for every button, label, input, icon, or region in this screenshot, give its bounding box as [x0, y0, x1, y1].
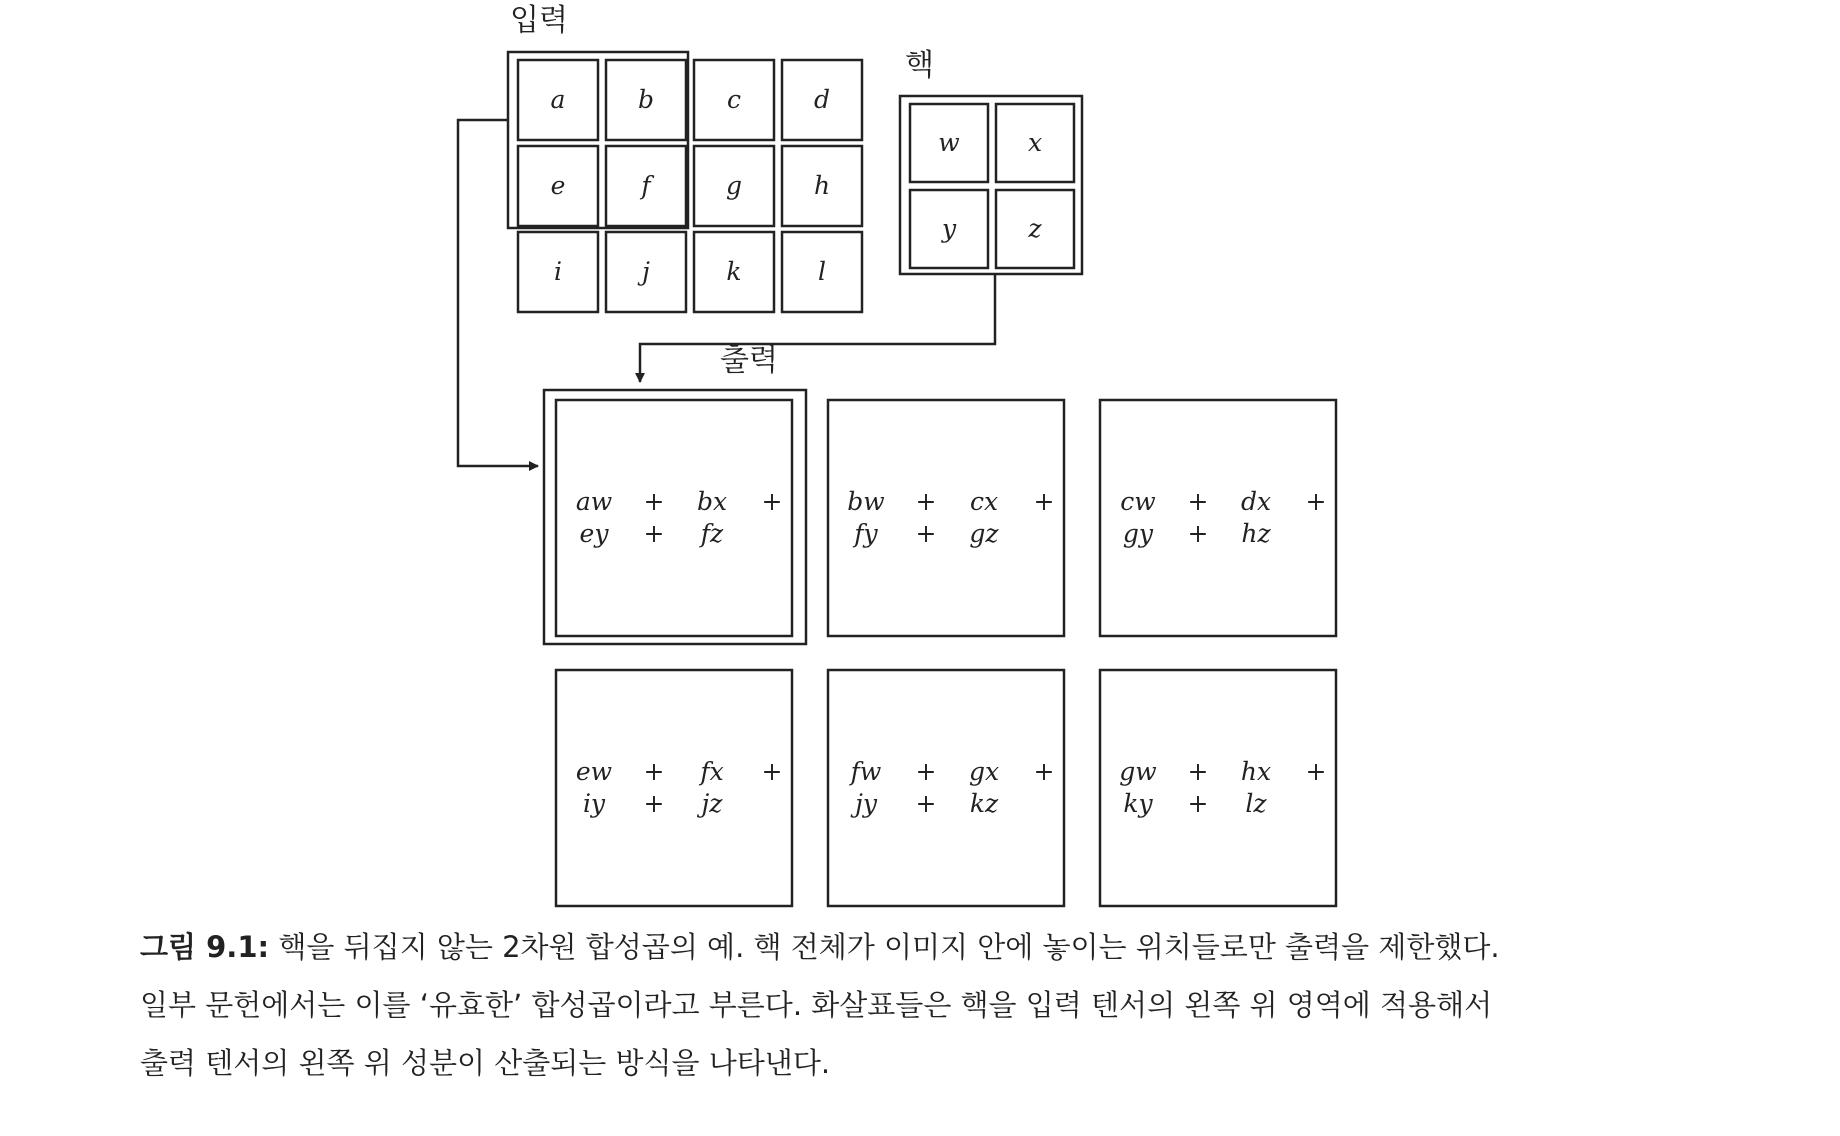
output-term: cx — [969, 487, 999, 516]
output-term: dx — [1240, 487, 1272, 516]
input-cell-label: k — [726, 257, 742, 286]
input-cell-label: i — [554, 257, 562, 286]
output-cell — [828, 670, 1064, 906]
output-term: ky — [1123, 789, 1153, 818]
output-term: cw — [1120, 487, 1156, 516]
kernel-outline — [900, 96, 1082, 274]
input-label: 입력 — [510, 3, 568, 38]
input-to-output-arrow — [458, 120, 538, 466]
output-plus-sign: + — [643, 487, 665, 516]
caption-line-2: 일부 문헌에서는 이를 ‘유효한’ 합성곱이라고 부른다. 화살표들은 핵을 입력 텐서의 왼쪽 위 영역에 적용해서 — [140, 988, 1493, 1022]
output-term: jz — [701, 789, 723, 818]
output-term: kz — [969, 789, 999, 818]
kernel-cell-label: x — [1027, 128, 1043, 157]
output-term: bx — [696, 487, 728, 516]
output-plus-sign: + — [1187, 789, 1209, 818]
output-term: gx — [968, 757, 1000, 786]
output-term: lz — [1245, 789, 1267, 818]
output-cell — [1100, 670, 1336, 906]
output-plus-sign: + — [915, 487, 937, 516]
kernel-cell-label: z — [1028, 214, 1042, 243]
output-term: ew — [575, 757, 613, 786]
output-term: iy — [582, 789, 606, 818]
output-term: ey — [579, 519, 609, 548]
output-term: hz — [1241, 519, 1271, 548]
input-grid — [518, 60, 862, 312]
output-term: hx — [1240, 757, 1272, 786]
output-plus-sign: + — [1187, 519, 1209, 548]
output-plus-sign: + — [643, 757, 665, 786]
output-term: aw — [575, 487, 613, 516]
caption-line-3: 출력 텐서의 왼쪽 위 성분이 산출되는 방식을 나타낸다. — [140, 1046, 831, 1080]
output-grid — [556, 400, 1336, 906]
output-plus-sign: + — [915, 789, 937, 818]
input-cell-label: l — [818, 257, 826, 286]
output-label: 출력 — [720, 343, 778, 378]
caption-text-1: 핵을 뒤집지 않는 2차원 합성곱의 예. 핵 전체가 이미지 안에 놓이는 위치들로만 출력을 제한했다. — [269, 930, 1500, 964]
input-cell-label: d — [813, 85, 831, 114]
output-term: fw — [850, 757, 882, 786]
output-term: gy — [1122, 519, 1154, 548]
output-cell — [556, 670, 792, 906]
caption-line-1 — [140, 918, 1700, 976]
output-plus-sign: + — [1033, 487, 1055, 516]
input-cell-label: j — [642, 257, 650, 286]
output-plus-sign: + — [915, 519, 937, 548]
output-plus-sign: + — [915, 757, 937, 786]
output-plus-sign: + — [761, 487, 783, 516]
output-plus-sign: + — [643, 519, 665, 548]
figure-caption — [140, 918, 1700, 1092]
kernel-cell-label: w — [938, 128, 960, 157]
input-cell-label: a — [550, 85, 566, 114]
output-plus-sign: + — [643, 789, 665, 818]
kernel-label: 핵 — [905, 48, 934, 83]
caption-title: 그림 9.1: — [140, 930, 270, 964]
input-cell-label: f — [641, 171, 651, 200]
output-term: fy — [854, 519, 878, 548]
kernel-cell-label: y — [941, 214, 957, 243]
input-cell-label: e — [550, 171, 566, 200]
output-term: gz — [969, 519, 999, 548]
input-cell-label: b — [637, 85, 655, 114]
kernel-grid — [910, 104, 1074, 268]
input-cell-label: g — [725, 171, 743, 200]
input-cell-label: h — [813, 171, 831, 200]
output-term: gw — [1119, 757, 1157, 786]
output-plus-sign: + — [1305, 487, 1327, 516]
output-plus-sign: + — [761, 757, 783, 786]
output-cell — [556, 400, 792, 636]
output-plus-sign: + — [1305, 757, 1327, 786]
output-term: jy — [855, 789, 877, 818]
output-term: fx — [700, 757, 724, 786]
input-cell-label: c — [726, 85, 742, 114]
output-plus-sign: + — [1187, 487, 1209, 516]
output-cell — [828, 400, 1064, 636]
output-plus-sign: + — [1187, 757, 1209, 786]
output-cell — [1100, 400, 1336, 636]
output-plus-sign: + — [1033, 757, 1055, 786]
output-highlight — [544, 390, 806, 644]
output-term: bw — [847, 487, 885, 516]
output-term: fz — [700, 519, 724, 548]
